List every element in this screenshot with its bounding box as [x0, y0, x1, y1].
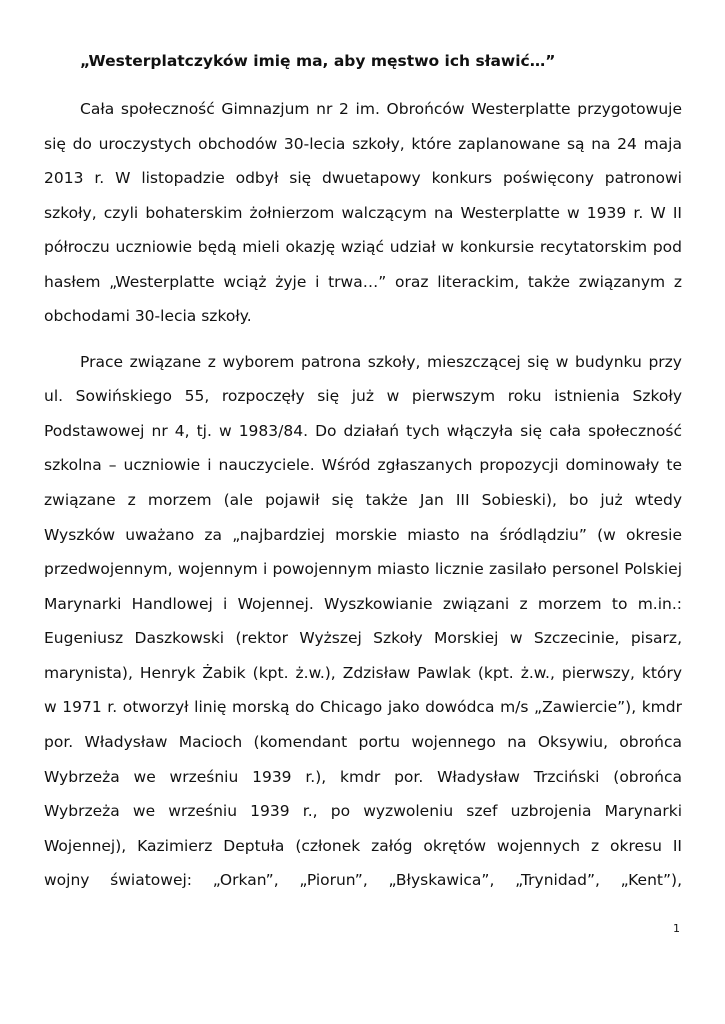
paragraph-2-line-13: Wybrzeża we wrześniu 1939 r.), kmdr por. Władysław Trzciński (obrońca [44, 768, 682, 786]
paragraph-2-line-16: wojny światowej: „Orkan”, „Piorun”, „Błyskawica”, „Trynidad”, „Kent”), [44, 871, 682, 889]
document-page [44, 0, 682, 1024]
paragraph-1-line-6: hasłem „Westerplatte wciąż żyje i trwa…” oraz literackim, także związanym z [44, 273, 682, 291]
paragraph-1-line-2: się do uroczystych obchodów 30-lecia szkoły, które zaplanowane są na 24 maja [44, 135, 682, 153]
paragraph-1-line-4: szkoły, czyli bohaterskim żołnierzom walczącym na Westerplatte w 1939 r. W II [44, 204, 682, 222]
paragraph-1-line-5: półroczu uczniowie będą mieli okazję wziąć udział w konkursie recytatorskim pod [44, 238, 682, 256]
paragraph-2-line-8: Marynarki Handlowej i Wojennej. Wyszkowianie związani z morzem to m.in.: [44, 595, 682, 613]
paragraph-2-line-5: związane z morzem (ale pojawił się także Jan III Sobieski), bo już wtedy [44, 491, 682, 509]
paragraph-2-line-6: Wyszków uważano za „najbardziej morskie miasto na śródlądziu” (w okresie [44, 526, 682, 544]
paragraph-2-line-1: Prace związane z wyborem patrona szkoły, mieszczącej się w budynku przy [80, 353, 682, 371]
paragraph-2-line-3: Podstawowej nr 4, tj. w 1983/84. Do działań tych włączyła się cała społeczność [44, 422, 682, 440]
paragraph-2-line-2: ul. Sowińskiego 55, rozpoczęły się już w pierwszym roku istnienia Szkoły [44, 387, 682, 405]
page-number: 1 [673, 922, 680, 935]
paragraph-2-line-10: marynista), Henryk Żabik (kpt. ż.w.), Zdzisław Pawlak (kpt. ż.w., pierwszy, który [44, 664, 682, 682]
paragraph-2-line-12: por. Władysław Macioch (komendant portu wojennego na Oksywiu, obrońca [44, 733, 682, 751]
paragraph-2-line-9: Eugeniusz Daszkowski (rektor Wyższej Szkoły Morskiej w Szczecinie, pisarz, [44, 629, 682, 647]
paragraph-1-line-3: 2013 r. W listopadzie odbył się dwuetapowy konkurs poświęcony patronowi [44, 169, 682, 187]
paragraph-2-line-15: Wojennej), Kazimierz Deptuła (członek załóg okrętów wojennych z okresu II [44, 837, 682, 855]
paragraph-1-line-7: obchodami 30-lecia szkoły. [44, 307, 252, 325]
paragraph-2-line-7: przedwojennym, wojennym i powojennym miasto licznie zasilało personel Polskiej [44, 560, 682, 578]
paragraph-2-line-14: Wybrzeża we wrześniu 1939 r., po wyzwoleniu szef uzbrojenia Marynarki [44, 802, 682, 820]
paragraph-2-line-4: szkolna – uczniowie i nauczyciele. Wśród zgłaszanych propozycji dominowały te [44, 456, 682, 474]
document-title: „Westerplatczyków imię ma, aby męstwo ich sławić…” [80, 52, 556, 70]
paragraph-1-line-1: Cała społeczność Gimnazjum nr 2 im. Obrońców Westerplatte przygotowuje [80, 100, 682, 118]
paragraph-2-line-11: w 1971 r. otworzył linię morską do Chicago jako dowódca m/s „Zawiercie”), kmdr [44, 698, 682, 716]
